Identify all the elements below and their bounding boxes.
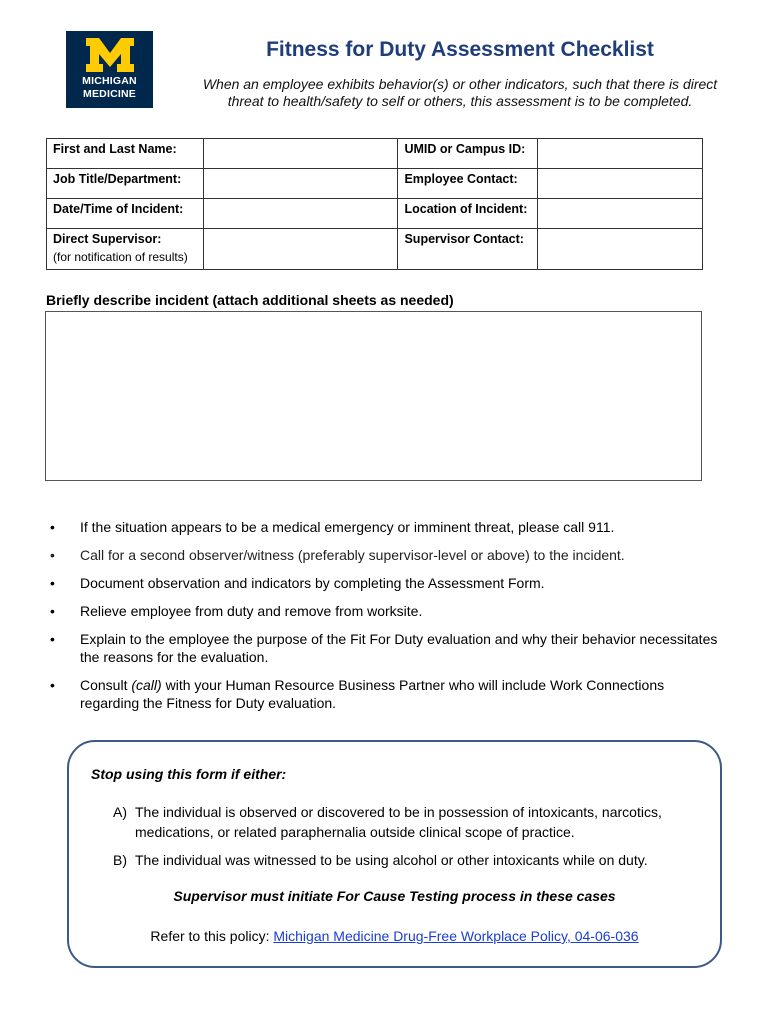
logo-line-2: MEDICINE (83, 88, 136, 100)
page-title: Fitness for Duty Assessment Checklist (266, 38, 654, 61)
date-label: Date/Time of Incident: (47, 199, 204, 229)
supervisor-field[interactable] (203, 229, 398, 270)
logo-line-1: MICHIGAN (82, 75, 137, 87)
consult-suffix: with your Human Resource Business Partner who will include Work Connections regarding the Fitness for Duty evaluation. (80, 677, 665, 711)
condition-a (113, 802, 713, 842)
employee-contact-label: Employee Contact: (398, 169, 538, 199)
supervisor-label-cell (47, 229, 204, 270)
supervisor-contact-field[interactable] (538, 229, 703, 270)
testing-notice: Supervisor must initiate For Cause Testing process in these cases (173, 888, 616, 904)
refer-prefix: Refer to this policy: (150, 928, 274, 944)
table-row (47, 169, 703, 199)
supervisor-note: (for notification of results) (53, 250, 188, 264)
list-item: • If the situation appears to be a medical emergency or imminent threat, please call 911. (46, 518, 726, 536)
supervisor-label: Direct Supervisor: (53, 232, 162, 246)
consult-call: (call) (131, 677, 162, 693)
job-field[interactable] (203, 169, 398, 199)
list-item: • Explain to the employee the purpose of the Fit For Duty evaluation and why their behavior necessitates the reasons for the evaluation. (46, 630, 726, 666)
michigan-medicine-logo (66, 31, 153, 108)
location-field[interactable] (538, 199, 703, 229)
employee-contact-field[interactable] (538, 169, 703, 199)
warning-title: Stop using this form if either: (91, 766, 287, 782)
list-item: • Document observation and indicators by completing the Assessment Form. (46, 574, 726, 592)
description-label: Briefly describe incident (attach additional sheets as needed) (46, 292, 454, 308)
condition-a-text: The individual is observed or discovered to be in possession of intoxicants, narcotics, medications, or related paraphernalia outside clinical scope of practice. (135, 804, 662, 840)
condition-b (113, 850, 713, 870)
subtitle-line-1: When an employee exhibits behavior(s) or other indicators, such that there is direct (202, 76, 718, 92)
condition-a-label: A) (113, 804, 127, 820)
policy-reference (69, 928, 720, 944)
list-item (46, 676, 726, 712)
stop-warning-box (67, 740, 722, 968)
condition-b-label: B) (113, 852, 127, 868)
table-row (47, 229, 703, 270)
steps-list (46, 518, 726, 722)
description-textarea[interactable] (45, 311, 702, 481)
consult-prefix: Consult (80, 677, 132, 693)
table-row (47, 139, 703, 169)
block-m-icon (84, 36, 136, 74)
date-field[interactable] (203, 199, 398, 229)
umid-label: UMID or Campus ID: (398, 139, 538, 169)
umid-field[interactable] (538, 139, 703, 169)
subtitle-line-2: threat to health/safety to self or others, this assessment is to be completed. (227, 93, 693, 109)
policy-link[interactable]: Michigan Medicine Drug-Free Workplace Policy, 04-06-036 (273, 928, 639, 944)
name-label: First and Last Name: (47, 139, 204, 169)
location-label: Location of Incident: (398, 199, 538, 229)
list-item: • Call for a second observer/witness (preferably supervisor-level or above) to the incident. (46, 546, 726, 564)
employee-info-table (46, 138, 703, 270)
job-label: Job Title/Department: (47, 169, 204, 199)
condition-b-text: The individual was witnessed to be using alcohol or other intoxicants while on duty. (135, 852, 648, 868)
name-field[interactable] (203, 139, 398, 169)
page-subtitle (160, 76, 760, 110)
list-item: • Relieve employee from duty and remove from worksite. (46, 602, 726, 620)
table-row (47, 199, 703, 229)
supervisor-contact-label: Supervisor Contact: (398, 229, 538, 270)
